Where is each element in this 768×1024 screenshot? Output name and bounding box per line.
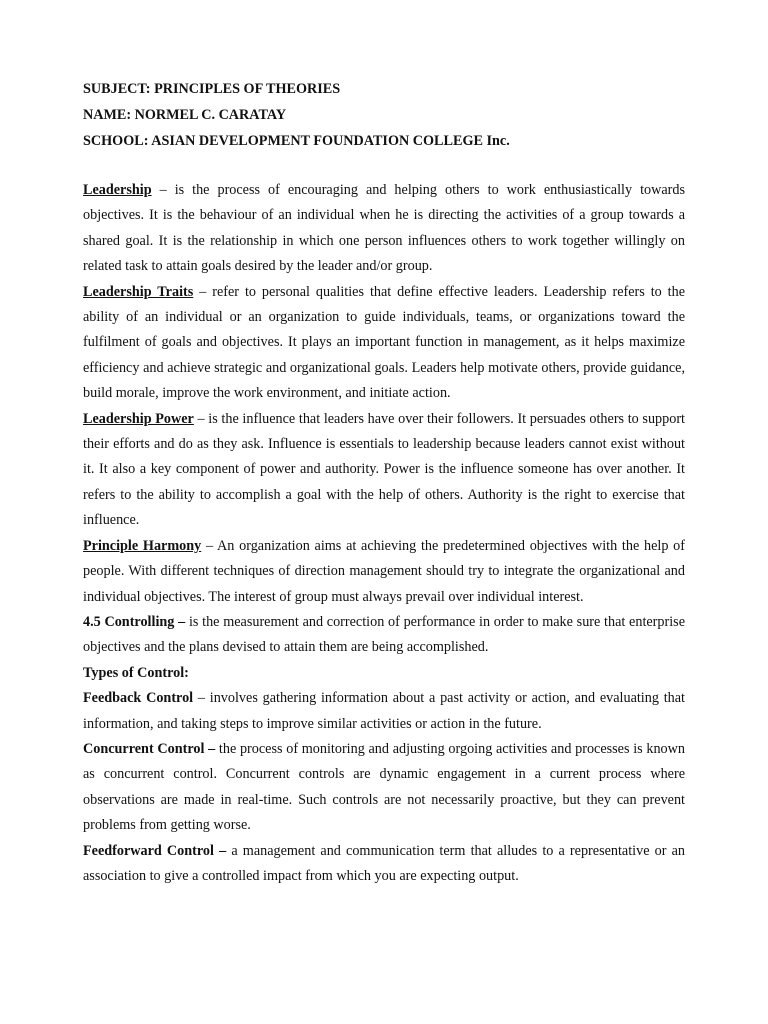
leadership-traits-dash: – [193, 283, 213, 300]
principle-harmony-term: Principle Harmony [83, 537, 202, 554]
leadership-power-text: is the influence that leaders have over their followers. It persuades others to support their efforts and do as they ask. Influence is essentials to leadership because leaders cannot exist without it. It also a key component of power and authority. Power is the influence someone has over another. It refers to the ability to accomplish a goal with the help of others. Authority is the right to exercise that influence. [83, 410, 685, 529]
subject-line: SUBJECT: PRINCIPLES OF THEORIES [83, 81, 341, 97]
leadership-power-dash: – [193, 410, 209, 427]
leadership-power-term: Leadership Power [83, 410, 194, 427]
feedback-control-dash: – [193, 690, 210, 707]
principle-harmony-text: An organization aims at achieving the predetermined objectives with the help of people. With different techniques of direction management should try to integrate the organizational and individual objectives. The interest of group must always prevail over individual interest. [83, 537, 685, 605]
types-of-control-heading: Types of Control: [83, 664, 189, 681]
leadership-paragraph [83, 178, 685, 280]
feedforward-control-paragraph [83, 839, 685, 890]
header-spacer [83, 154, 685, 178]
document-page [83, 76, 685, 889]
controlling-text: is the measurement and correction of performance in order to make sure that enterprise objectives and the plans devised to attain them are being accomplished. [83, 613, 685, 656]
leadership-term: Leadership [83, 182, 152, 198]
feedback-control-term: Feedback Control [83, 690, 194, 707]
leadership-dash: – [151, 182, 175, 198]
feedback-control-paragraph [83, 686, 685, 737]
name-line: NAME: NORMEL C. CARATAY [83, 107, 287, 123]
feedforward-control-term: Feedforward Control – [83, 842, 227, 859]
leadership-traits-term: Leadership Traits [83, 283, 194, 300]
concurrent-control-paragraph [83, 737, 685, 839]
leadership-traits-text: refer to personal qualities that define effective leaders. Leadership refers to the ability of an individual or an organization to guide individuals, teams, or organizations toward the fulfilment of goals and objectives. It plays an important function in management, as it helps maximize efficiency and achieve strategic and organizational goals. Leaders help motivate others, provide guidance, build morale, improve the work environment, and initiate action. [83, 283, 686, 402]
concurrent-control-text: the process of monitoring and adjusting orgoing activities and processes is known as concurrent control. Concurrent controls are dynamic engagement in a current process where observations are made in real-time. Such controls are not necessarily proactive, but they can prevent problems from getting worse. [83, 740, 685, 834]
leadership-power-paragraph [83, 407, 685, 534]
leadership-traits-paragraph [83, 280, 685, 407]
principle-harmony-dash: – [201, 537, 218, 554]
concurrent-control-term: Concurrent Control – [83, 740, 216, 757]
controlling-paragraph [83, 610, 685, 661]
controlling-term: 4.5 Controlling – [83, 613, 186, 630]
school-line: SCHOOL: ASIAN DEVELOPMENT FOUNDATION COLLEGE Inc. [83, 133, 510, 149]
leadership-text: is the process of encouraging and helping others to work enthusiastically towards objectives. It is the behaviour of an individual when he is directing the activities of a group towards a shared goal. It is the relationship in which one person influences others to work together willingly on related task to attain goals desired by the leader and/or group. [83, 182, 685, 275]
feedforward-control-text: a management and communication term that alludes to a representative or an association to give a controlled impact from which you are expecting output. [83, 842, 685, 884]
feedback-control-text: involves gathering information about a past activity or action, and evaluating that information, and taking steps to improve similar activities or action in the future. [83, 690, 685, 732]
principle-harmony-paragraph [83, 534, 685, 610]
